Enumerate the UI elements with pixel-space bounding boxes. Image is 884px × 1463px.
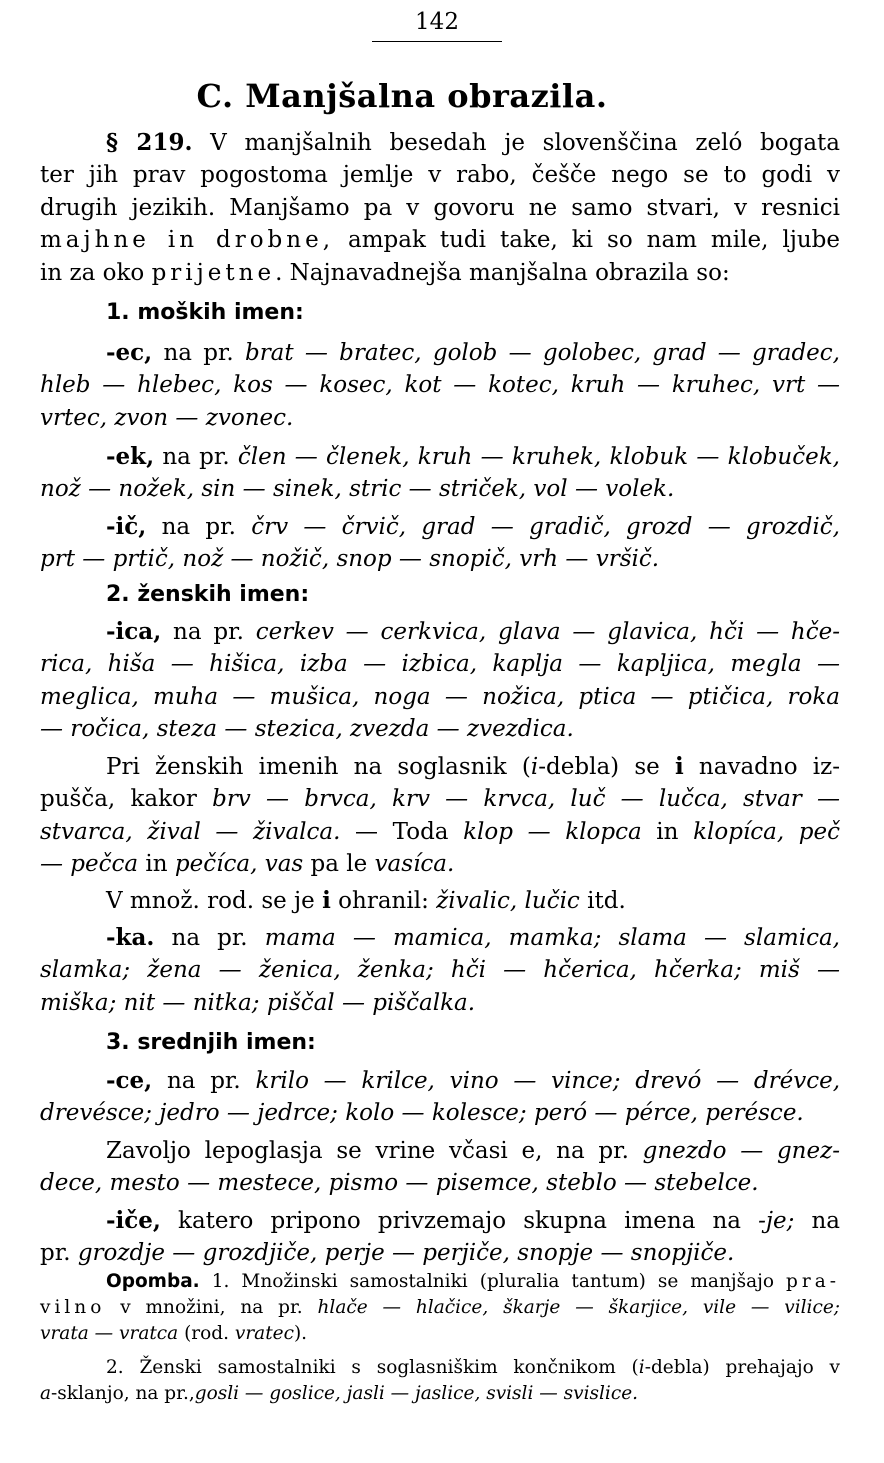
paragraph-219-line: drugih jezikih. Manjšamo pa v govoru ne samo stvari, v resnici: [40, 194, 840, 221]
entry-ica-line: — ročica, steza — stezica, zvezda — zvezdica.: [40, 716, 574, 743]
paragraph-pri-line: — pečca in pečíca, vas pa le vasíca.: [40, 851, 455, 878]
heading-masculine: 1. moških imen:: [106, 300, 304, 325]
note-1-line: vilno v množini, na pr. hlače — hlačice, škarje — škarjice, vile — vilice;: [40, 1297, 840, 1318]
page-number-rule: [372, 41, 502, 42]
entry-ka-line: slamka; žena — ženica, ženka; hči — hčerica, hčerka; miš —: [40, 957, 840, 984]
paragraph-pri-line: stvarca, žival — živalca. — Toda klop — klopca in klopíca, peč: [40, 818, 841, 845]
entry-ec-line: vrtec, zvon — zvonec.: [40, 404, 294, 431]
entry-ic-line: -ič, na pr. črv — črvič, grad — gradič, grozd — grozdič,: [106, 513, 840, 540]
heading-feminine: 2. ženskih imen:: [106, 582, 310, 607]
entry-ic-line: prt — prtič, nož — nožič, snop — snopič, vrh — vršič.: [40, 546, 660, 573]
paragraph-219-line: ter jih prav pogostoma jemlje v rabo, češče nego se to godi v: [40, 162, 840, 189]
entry-ka-line: -ka. na pr. mama — mamica, mamka; slama — slamica,: [106, 924, 840, 951]
entry-ce-line: drevésce; jedro — jedrce; kolo — kolesce; peró — pérce, perésce.: [40, 1100, 804, 1127]
heading-neuter: 3. srednjih imen:: [106, 1030, 316, 1055]
paragraph-pri-line: pušča, kakor brv — brvca, krv — krvca, luč — lučca, stvar —: [40, 786, 840, 813]
note-1-line: Opomba. 1. Množinski samostalniki (pluralia tantum) se manjšajo pra-: [106, 1271, 840, 1292]
entry-ec-line: -ec, na pr. brat — bratec, golob — golobec, grad — gradec,: [106, 339, 840, 366]
page-number: 142: [415, 9, 459, 35]
entry-ec-line: hleb — hlebec, kos — kosec, kot — kotec, kruh — kruhec, vrt —: [40, 372, 840, 399]
entry-ica-line: rica, hiša — hišica, izba — izbica, kaplja — kapljica, megla —: [40, 651, 840, 678]
paragraph-219-line: majhne in drobne, ampak tudi take, ki so nam mile, ljube: [40, 227, 840, 254]
entry-ek-line: -ek, na pr. člen — členek, kruh — kruhek, klobuk — klobuček,: [106, 443, 840, 470]
entry-ica-line: -ica, na pr. cerkev — cerkvica, glava — glavica, hči — hče-: [106, 618, 840, 645]
entry-ice-line: pr. grozdje — grozdjiče, perje — perjiče, snopje — snopjiče.: [40, 1240, 735, 1267]
paragraph-pri-line: Pri ženskih imenih na soglasnik (i-debla) se i navadno iz-: [106, 753, 840, 780]
paragraph-219-line: in za oko prijetne. Najnavadnejša manjšalna obrazila so:: [40, 259, 730, 286]
paragraph-zavoljo-line: dece, mesto — mestece, pismo — pisemce, steblo — stebelce.: [40, 1170, 759, 1197]
entry-ice-line: -iče, katero pripono privzemajo skupna imena na -je; na: [106, 1207, 840, 1234]
paragraph-vmnoz-line: V množ. rod. se je i ohranil: živalic, lučic itd.: [106, 887, 626, 914]
paragraph-219-line: § 219. V manjšalnih besedah je slovenščina zeló bogata: [106, 129, 840, 156]
paragraph-zavoljo-line: Zavoljo lepoglasja se vrine včasi e, na pr. gnezdo — gnez-: [106, 1138, 840, 1164]
note-1-line: vrata — vratca (rod. vratec).: [40, 1323, 308, 1344]
entry-ka-line: miška; nit — nitka; piščal — piščalka.: [40, 989, 476, 1016]
entry-ce-line: -ce, na pr. krilo — krilce, vino — vince; drevó — drévce,: [106, 1067, 840, 1094]
note-2-line: 2. Ženski samostalniki s soglasniškim končnikom (i-debla) prehajajo v: [106, 1357, 840, 1378]
note-2-line: a-sklanjo, na pr.,gosli — goslice, jasli — jaslice, svisli — svislice.: [40, 1383, 639, 1404]
entry-ek-line: nož — nožek, sin — sinek, stric — striček, vol — volek.: [40, 476, 675, 503]
section-title: C. Manjšalna obrazila.: [196, 77, 608, 115]
entry-ica-line: meglica, muha — mušica, noga — nožica, ptica — ptičica, roka: [40, 683, 840, 710]
